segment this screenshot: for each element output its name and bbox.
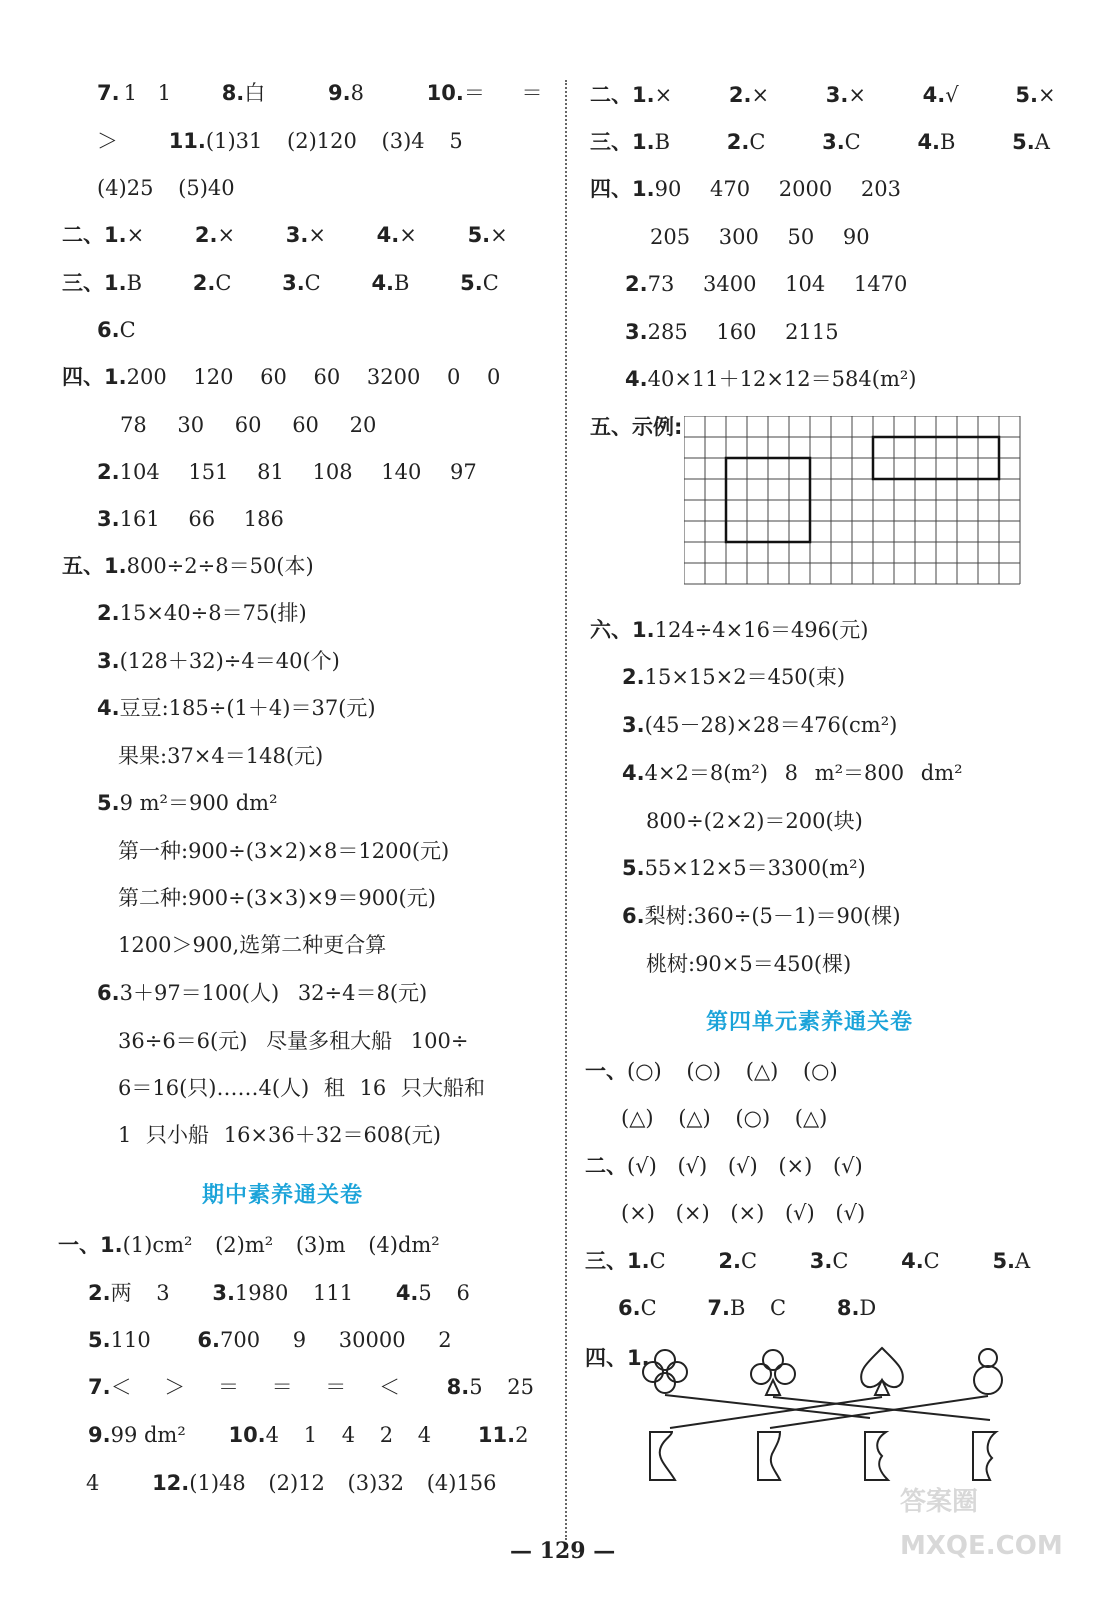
answer-text: × [399, 223, 417, 247]
item-number: 5. [467, 223, 491, 247]
club-shape-icon [751, 1350, 795, 1395]
item-number: 3. [825, 83, 849, 107]
answer-text: × [308, 223, 326, 247]
answer-text: × [217, 223, 236, 247]
item-number: 4. [901, 1249, 924, 1273]
answer-row [62, 551, 314, 581]
section-label: 三、1. [585, 1249, 650, 1273]
answer-row [646, 806, 863, 836]
answer-text: C [215, 271, 232, 295]
section-label: 五、1. [62, 554, 127, 578]
answer-row [625, 317, 839, 347]
item-number: 3. [625, 320, 648, 344]
answer-text: C [740, 1249, 758, 1273]
item-number: 5. [992, 1249, 1016, 1273]
answer-row [118, 883, 436, 913]
answer-row [97, 457, 477, 487]
answer-text: B [126, 271, 143, 295]
answer-text: 1 只小船 16×36＋32＝608(元) [118, 1123, 441, 1147]
answer-text: 104 151 81 108 140 97 [119, 460, 477, 484]
answer-text: × [490, 223, 508, 247]
item-number: 5. [88, 1328, 111, 1352]
answer-row [585, 1056, 838, 1086]
item-number: 4. [371, 271, 395, 295]
answer-row [625, 364, 916, 394]
item-number: 4. [917, 130, 941, 154]
match-line [670, 1397, 882, 1428]
section-label: 五、示例: [590, 415, 683, 439]
item-number: 3. [809, 1249, 833, 1273]
section-label: 三、1. [62, 271, 127, 295]
item-number: 10. [228, 1423, 266, 1447]
answer-text: × [848, 83, 866, 107]
item-number: 4. [622, 761, 645, 785]
answer-text: D [859, 1296, 877, 1320]
item-number: 4. [376, 223, 400, 247]
item-number: 4. [97, 696, 120, 720]
item-number: 11. [168, 129, 206, 153]
item-number: 5. [97, 791, 120, 815]
section-label: 四、1. [590, 177, 655, 201]
item-number: 2. [97, 601, 120, 625]
answer-text: C [640, 1296, 657, 1320]
answer-row [621, 1198, 865, 1228]
answer-row [97, 126, 463, 156]
answer-row [97, 504, 284, 534]
answer-text: (1)cm² (2)m² (3)m (4)dm² [122, 1233, 440, 1257]
answer-text: B [394, 271, 410, 295]
answer-row [120, 410, 376, 440]
item-number: 2. [726, 130, 750, 154]
answer-row [97, 978, 427, 1008]
item-number: 2. [718, 1249, 741, 1273]
answer-row [97, 646, 340, 676]
answer-row [97, 598, 307, 628]
answer-text: 两 3 [110, 1281, 170, 1305]
answer-text: 78 30 60 60 20 [120, 413, 377, 437]
answer-row [621, 1103, 827, 1133]
item-number: 6. [97, 318, 120, 342]
item-number: 2. [625, 272, 648, 296]
section-label: 二、1. [62, 223, 127, 247]
item-number: 9. [327, 81, 351, 105]
item-number: 3. [97, 649, 120, 673]
answer-text: 15×15×2＝450(束) [644, 665, 846, 689]
answer-row [97, 173, 235, 203]
answer-row [88, 1420, 528, 1450]
section-label: 一、1. [58, 1233, 123, 1257]
item-number: 2. [728, 83, 752, 107]
answer-text: B [940, 130, 956, 154]
half-shape-2-icon [758, 1432, 780, 1480]
item-number: 3. [282, 271, 305, 295]
answer-text: 55×12×5＝3300(m²) [644, 856, 866, 880]
item-number: 3. [622, 713, 645, 737]
column-divider [565, 80, 567, 1540]
section-label: 六、1. [590, 618, 655, 642]
answer-text: B C [729, 1296, 787, 1320]
answer-row [625, 269, 907, 299]
answer-row [62, 268, 499, 298]
half-shape-1-icon [650, 1432, 675, 1480]
answer-text: C [832, 1249, 849, 1273]
gourd-shape-icon [974, 1349, 1002, 1394]
answer-row [585, 1151, 863, 1181]
item-number: 7. [88, 1375, 111, 1399]
answer-text: 梨树:360÷(5－1)＝90(棵) [644, 904, 901, 928]
answer-text: 9 m²＝900 dm² [119, 791, 278, 815]
answer-row [118, 930, 386, 960]
answer-row [622, 710, 897, 740]
section-label: 二、 [585, 1154, 627, 1178]
item-number: 6. [618, 1296, 641, 1320]
answer-text: (128＋32)÷4＝40(个) [119, 649, 340, 673]
answer-text: C [923, 1249, 940, 1273]
item-number: 7. [97, 81, 120, 105]
item-number: 4. [625, 367, 648, 391]
answer-text: C [482, 271, 499, 295]
answer-text: 800÷(2×2)＝200(块) [646, 809, 863, 833]
item-number: 7. [707, 1296, 730, 1320]
answer-text: 1 1 [123, 81, 171, 105]
answer-row [618, 1293, 876, 1323]
answer-text: C [844, 130, 861, 154]
answer-row [650, 222, 870, 252]
answer-row [118, 836, 449, 866]
answer-text: C [749, 130, 766, 154]
answer-text: ＞ [97, 129, 118, 153]
answer-text: 果果:37×4＝148(元) [118, 744, 324, 768]
answer-text: A [1034, 130, 1050, 154]
answer-row [97, 315, 136, 345]
half-shape-3-icon [865, 1432, 888, 1480]
section-title-unit4: 第四单元素养通关卷 [706, 1010, 914, 1035]
answer-text: 124÷4×16＝496(元) [654, 618, 869, 642]
answer-text: B [654, 130, 671, 154]
matching-diagram [630, 1340, 1030, 1500]
item-number: 12. [152, 1471, 190, 1495]
answer-text: C [304, 271, 321, 295]
answer-text: (○) (○) (△) (○) [627, 1059, 838, 1083]
answer-text: 桃树:90×5＝450(棵) [646, 952, 852, 976]
answer-text: C [649, 1249, 666, 1273]
answer-text: 5 6 [418, 1281, 470, 1305]
item-number: 5. [622, 856, 645, 880]
answer-row [97, 693, 376, 723]
item-number: 8. [446, 1375, 470, 1399]
answer-text: ＜ ＞ ＝ ＝ ＝ ＜ [110, 1375, 400, 1399]
answer-text: 5 25 [469, 1375, 535, 1399]
flower-shape-icon [643, 1350, 687, 1393]
answer-text: × [654, 83, 673, 107]
answer-text: (√) (√) (√) (×) (√) [627, 1154, 863, 1178]
item-number: 4. [395, 1281, 419, 1305]
item-number: 3. [822, 130, 845, 154]
answer-text: 豆豆:185÷(1＋4)＝37(元) [119, 696, 376, 720]
answer-row [88, 1278, 470, 1308]
page-number: — 129 — [510, 1538, 616, 1564]
answer-text: 40×11＋12×12＝584(m²) [647, 367, 917, 391]
answer-row [590, 174, 901, 204]
answer-text: (1)48 (2)12 (3)32 (4)156 [189, 1471, 497, 1495]
answer-row [118, 1073, 485, 1103]
answer-text: (45－28)×28＝476(cm²) [644, 713, 898, 737]
answer-text: (△) (△) (○) (△) [621, 1106, 828, 1130]
answer-text: 3＋97＝100(人) 32÷4＝8(元) [119, 981, 428, 1005]
answer-text: 205 300 50 90 [650, 225, 870, 249]
answer-text: 4 1 4 2 4 [265, 1423, 432, 1447]
answer-row [118, 1120, 441, 1150]
item-number: 2. [97, 460, 120, 484]
item-number: 10. [426, 81, 464, 105]
answer-text: × [751, 83, 770, 107]
answer-text: 6＝16(只)……4(人) 租 16 只大船和 [118, 1076, 485, 1100]
answer-row [62, 220, 508, 250]
answer-row [97, 78, 543, 108]
answer-text: 15×40÷8＝75(排) [119, 601, 307, 625]
section-title-midterm: 期中素养通关卷 [202, 1183, 364, 1208]
answer-row [62, 362, 500, 392]
grid-diagram [684, 416, 1024, 586]
item-number: 8. [836, 1296, 860, 1320]
answer-text: √ [945, 83, 959, 107]
answer-text: ＝ ＝ [463, 81, 543, 105]
answer-row [86, 1468, 497, 1498]
section-label: 一、 [585, 1059, 627, 1083]
answer-text: 36÷6＝6(元) 尽量多租大船 100÷ [118, 1029, 469, 1053]
answer-text: 1200＞900,选第二种更合算 [118, 933, 387, 957]
item-number: 5. [1015, 83, 1038, 107]
answer-text: (1)31 (2)120 (3)4 5 [205, 129, 463, 153]
section-label: 四、1. [62, 365, 127, 389]
answer-text: 第二种:900÷(3×3)×9＝900(元) [118, 886, 436, 910]
half-shape-4-icon [973, 1432, 996, 1480]
item-number: 4. [922, 83, 946, 107]
answer-row [622, 662, 845, 692]
item-number: 8. [221, 81, 245, 105]
item-number: 3. [97, 507, 120, 531]
item-number: 5. [460, 271, 483, 295]
answer-row [88, 1325, 452, 1355]
answer-text: (4)25 (5)40 [97, 176, 235, 200]
item-number: 2. [622, 665, 645, 689]
section-label: 四、1. [585, 1346, 650, 1370]
answer-text: 110 [110, 1328, 151, 1352]
answer-text: 700 9 30000 2 [219, 1328, 452, 1352]
section-label: 三、1. [590, 130, 655, 154]
answer-row [646, 949, 851, 979]
answer-row [118, 741, 323, 771]
answer-text: 2 [515, 1423, 529, 1447]
answer-text: 161 66 186 [119, 507, 284, 531]
answer-text: × [126, 223, 145, 247]
answer-text: (×) (×) (×) (√) (√) [621, 1201, 866, 1225]
answer-text: 白 [244, 81, 266, 105]
answer-row [622, 853, 866, 883]
answer-row [88, 1372, 534, 1402]
answer-row [590, 615, 868, 645]
answer-text: 4×2＝8(m²) 8 m²＝800 dm² [644, 761, 963, 785]
spade-shape-icon [861, 1348, 903, 1395]
answer-text: × [1037, 83, 1056, 107]
answer-text: 73 3400 104 1470 [647, 272, 908, 296]
item-number: 6. [97, 981, 120, 1005]
item-number: 9. [88, 1423, 111, 1447]
item-number: 6. [197, 1328, 220, 1352]
answer-text: 4 [86, 1471, 100, 1495]
answer-row [97, 788, 278, 818]
answer-row [585, 1246, 1030, 1276]
item-number: 11. [477, 1423, 516, 1447]
answer-row [590, 127, 1050, 157]
answer-row [118, 1026, 468, 1056]
answer-text: 1980 111 [234, 1281, 354, 1305]
answer-text: C [119, 318, 136, 342]
answer-row [622, 758, 963, 788]
answer-text: 第一种:900÷(3×2)×8＝1200(元) [118, 839, 450, 863]
answer-text: 200 120 60 60 3200 0 0 [126, 365, 501, 389]
answer-row [58, 1230, 440, 1260]
answer-row [622, 901, 901, 931]
item-number: 2. [192, 271, 216, 295]
item-number: 3. [212, 1281, 235, 1305]
item-number: 2. [88, 1281, 111, 1305]
answer-text: 800÷2÷8＝50(本) [126, 554, 314, 578]
item-number: 3. [285, 223, 309, 247]
watermark: 答案圈 MXQE.COM [900, 1487, 1063, 1561]
answer-row [590, 80, 1056, 110]
answer-text: A [1015, 1249, 1031, 1273]
answer-text: 90 470 2000 203 [654, 177, 901, 201]
item-number: 6. [622, 904, 645, 928]
answer-text: 8 [350, 81, 364, 105]
answer-text: 285 160 2115 [647, 320, 839, 344]
item-number: 5. [1012, 130, 1035, 154]
item-number: 2. [194, 223, 218, 247]
answer-text: 99 dm² [110, 1423, 186, 1447]
section-label: 二、1. [590, 83, 655, 107]
